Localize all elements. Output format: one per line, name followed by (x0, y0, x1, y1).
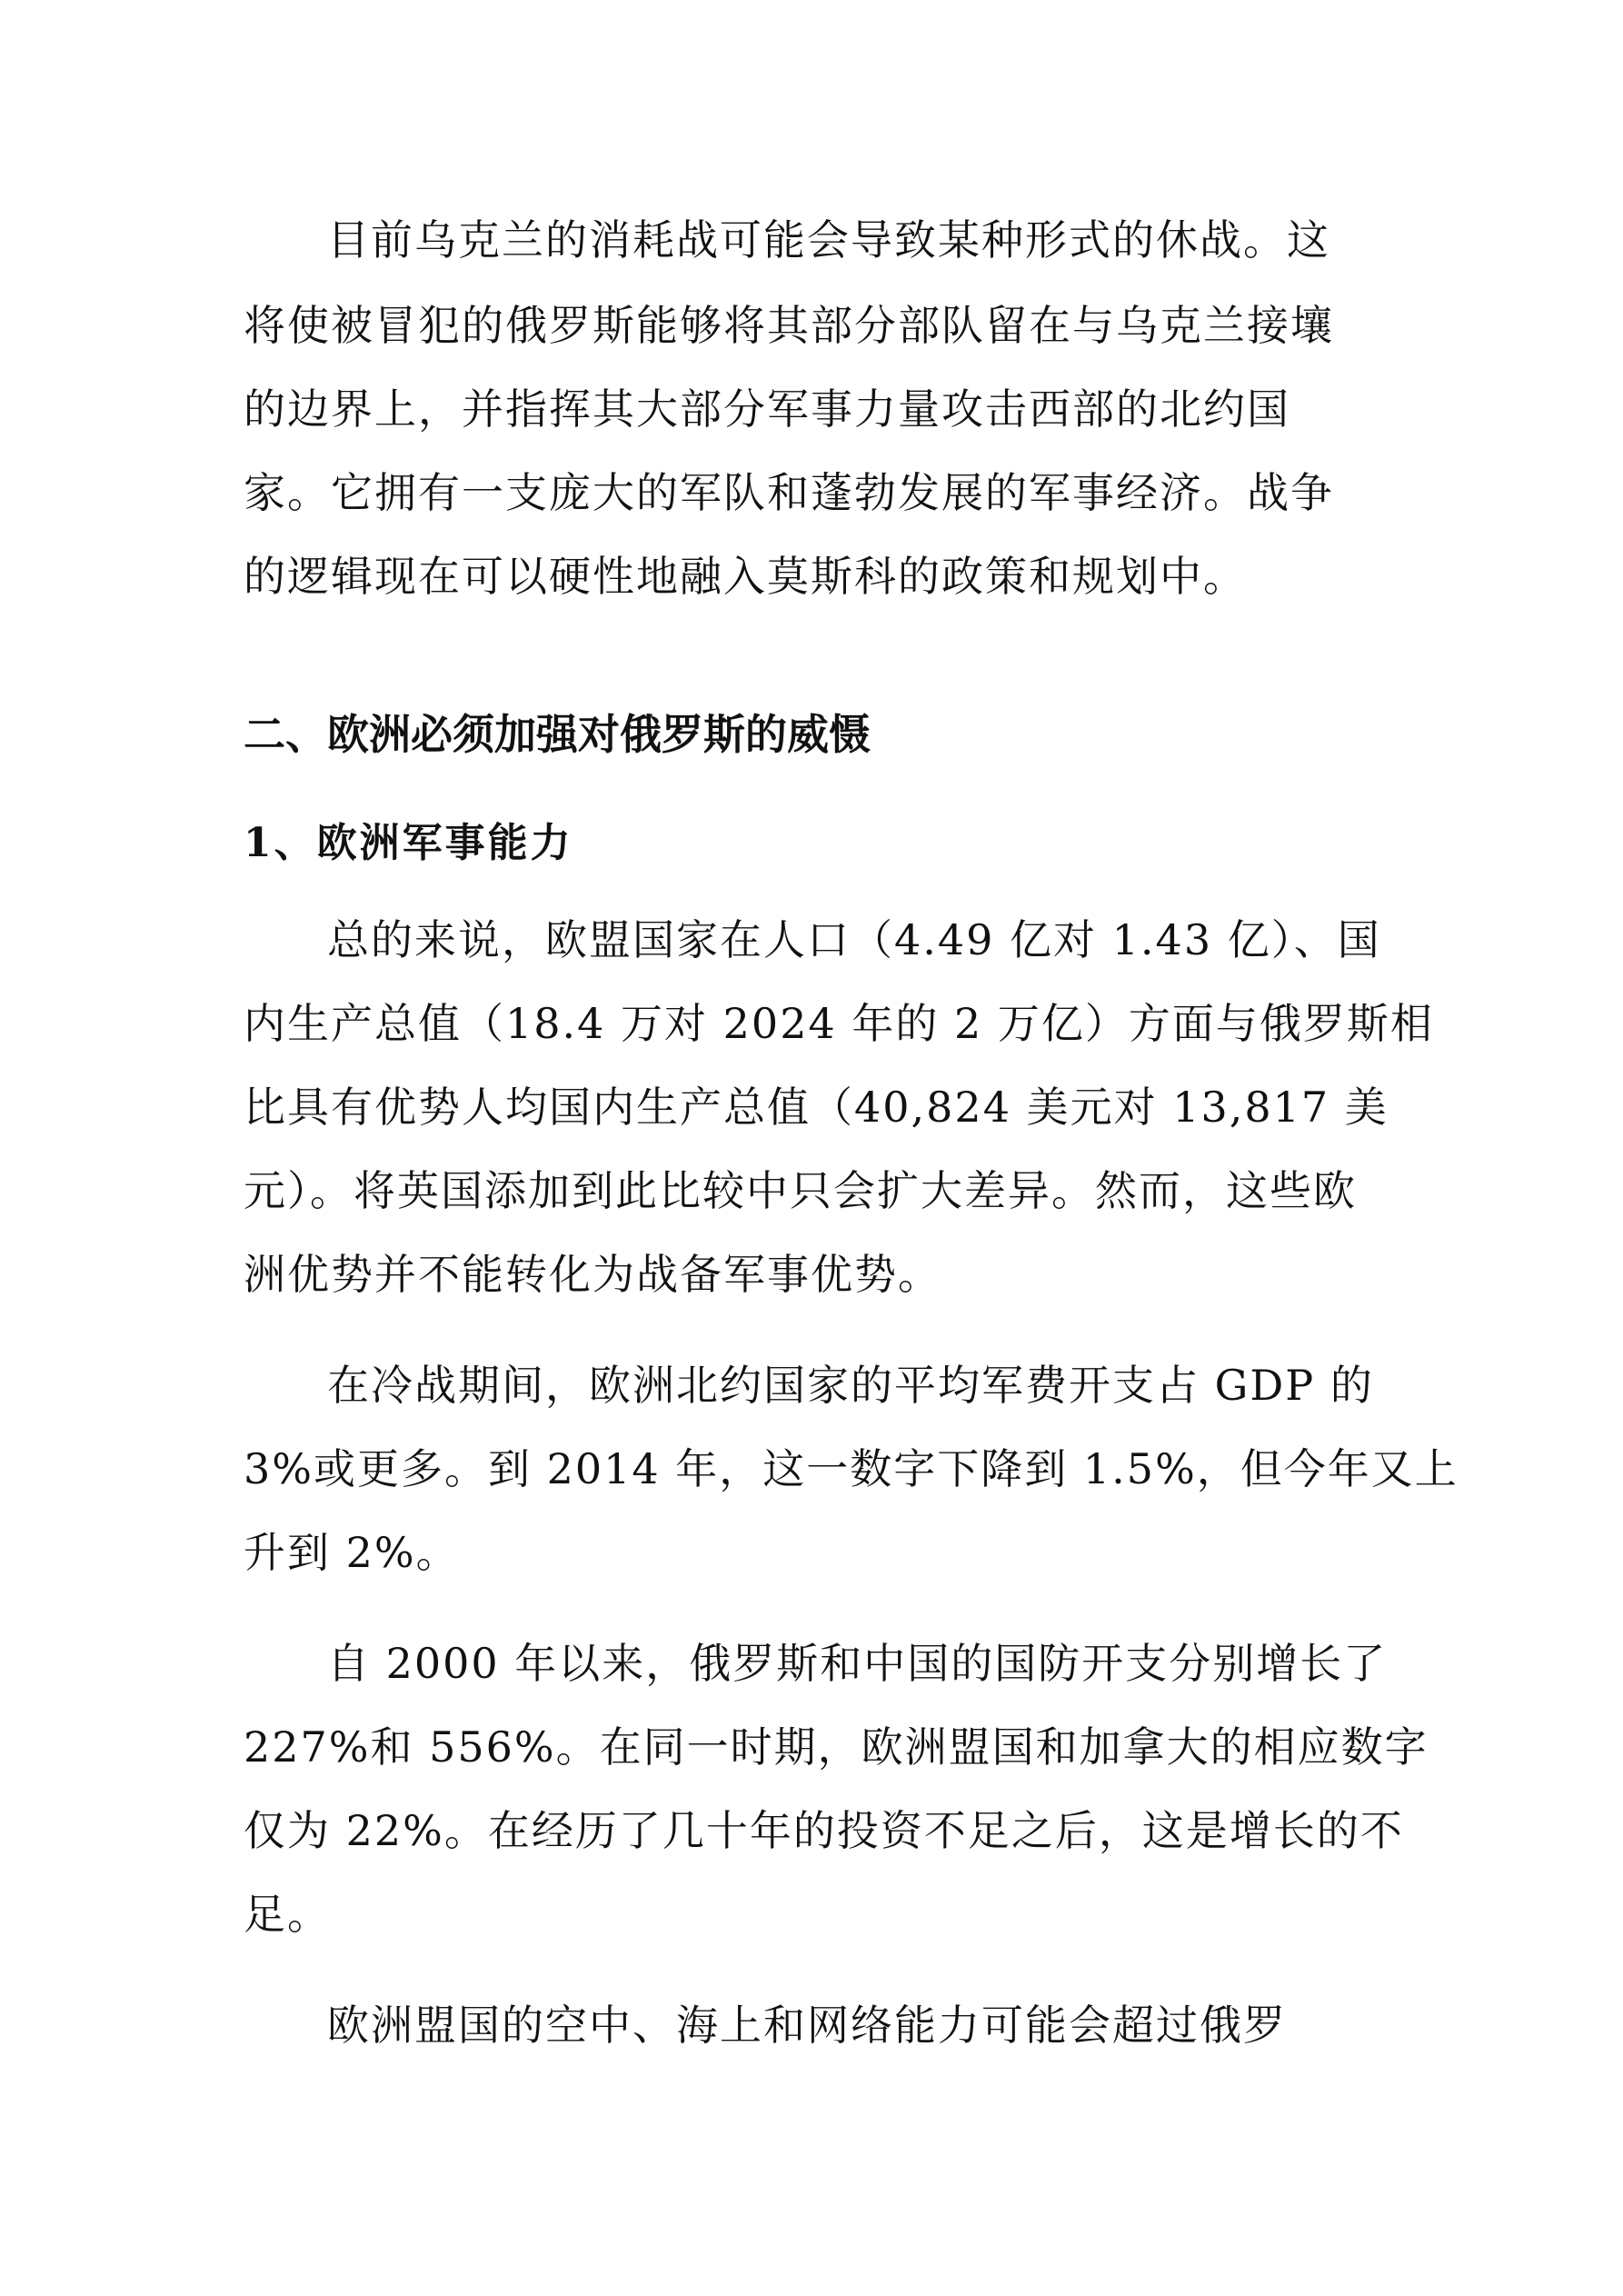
text-line: 欧洲盟国的空中、海上和网络能力可能会超过俄罗 (327, 2001, 1287, 2050)
text-line: 将使被冒犯的俄罗斯能够将其部分部队留在与乌克兰接壤 (244, 301, 1334, 350)
text-line: 的边界上，并指挥其大部分军事力量攻击西部的北约国 (244, 384, 1290, 434)
text-line: 洲优势并不能转化为战备军事优势。 (244, 1250, 941, 1299)
text-line: 比具有优势人均国内生产总值（40,824 美元对 13,817 美 (244, 1083, 1389, 1132)
text-line: 在冷战期间，欧洲北约国家的平均军费开支占 GDP 的 (327, 1361, 1374, 1410)
text-line: 内生产总值（18.4 万对 2024 年的 2 万亿）方面与俄罗斯相 (244, 999, 1434, 1048)
text-line: 仅为 22%。在经历了几十年的投资不足之后，这是增长的不 (244, 1806, 1404, 1855)
text-line: 足。 (244, 1890, 331, 1939)
text-line: 3%或更多。到 2014 年，这一数字下降到 1.5%，但今年又上 (244, 1444, 1459, 1493)
text-line: 的逻辑现在可以硬性地融入莫斯科的政策和规划中。 (244, 552, 1247, 601)
text-line: 227%和 556%。在同一时期，欧洲盟国和加拿大的相应数字 (244, 1722, 1429, 1772)
text-line: 升到 2%。 (244, 1528, 460, 1577)
text-line: 总的来说，欧盟国家在人口（4.49 亿对 1.43 亿）、国 (327, 915, 1381, 964)
text-line: 元）。将英国添加到此比较中只会扩大差异。然而，这些欧 (244, 1166, 1357, 1215)
subsection-heading: 1、欧洲军事能力 (244, 820, 573, 866)
text-line: 家。它拥有一支庞大的军队和蓬勃发展的军事经济。战争 (244, 468, 1334, 517)
text-line: 自 2000 年以来，俄罗斯和中国的国防开支分别增长了 (327, 1639, 1388, 1688)
text-line: 目前乌克兰的消耗战可能会导致某种形式的休战。这 (327, 215, 1330, 265)
section-heading: 二、欧洲必须加强对俄罗斯的威慑 (244, 710, 871, 759)
